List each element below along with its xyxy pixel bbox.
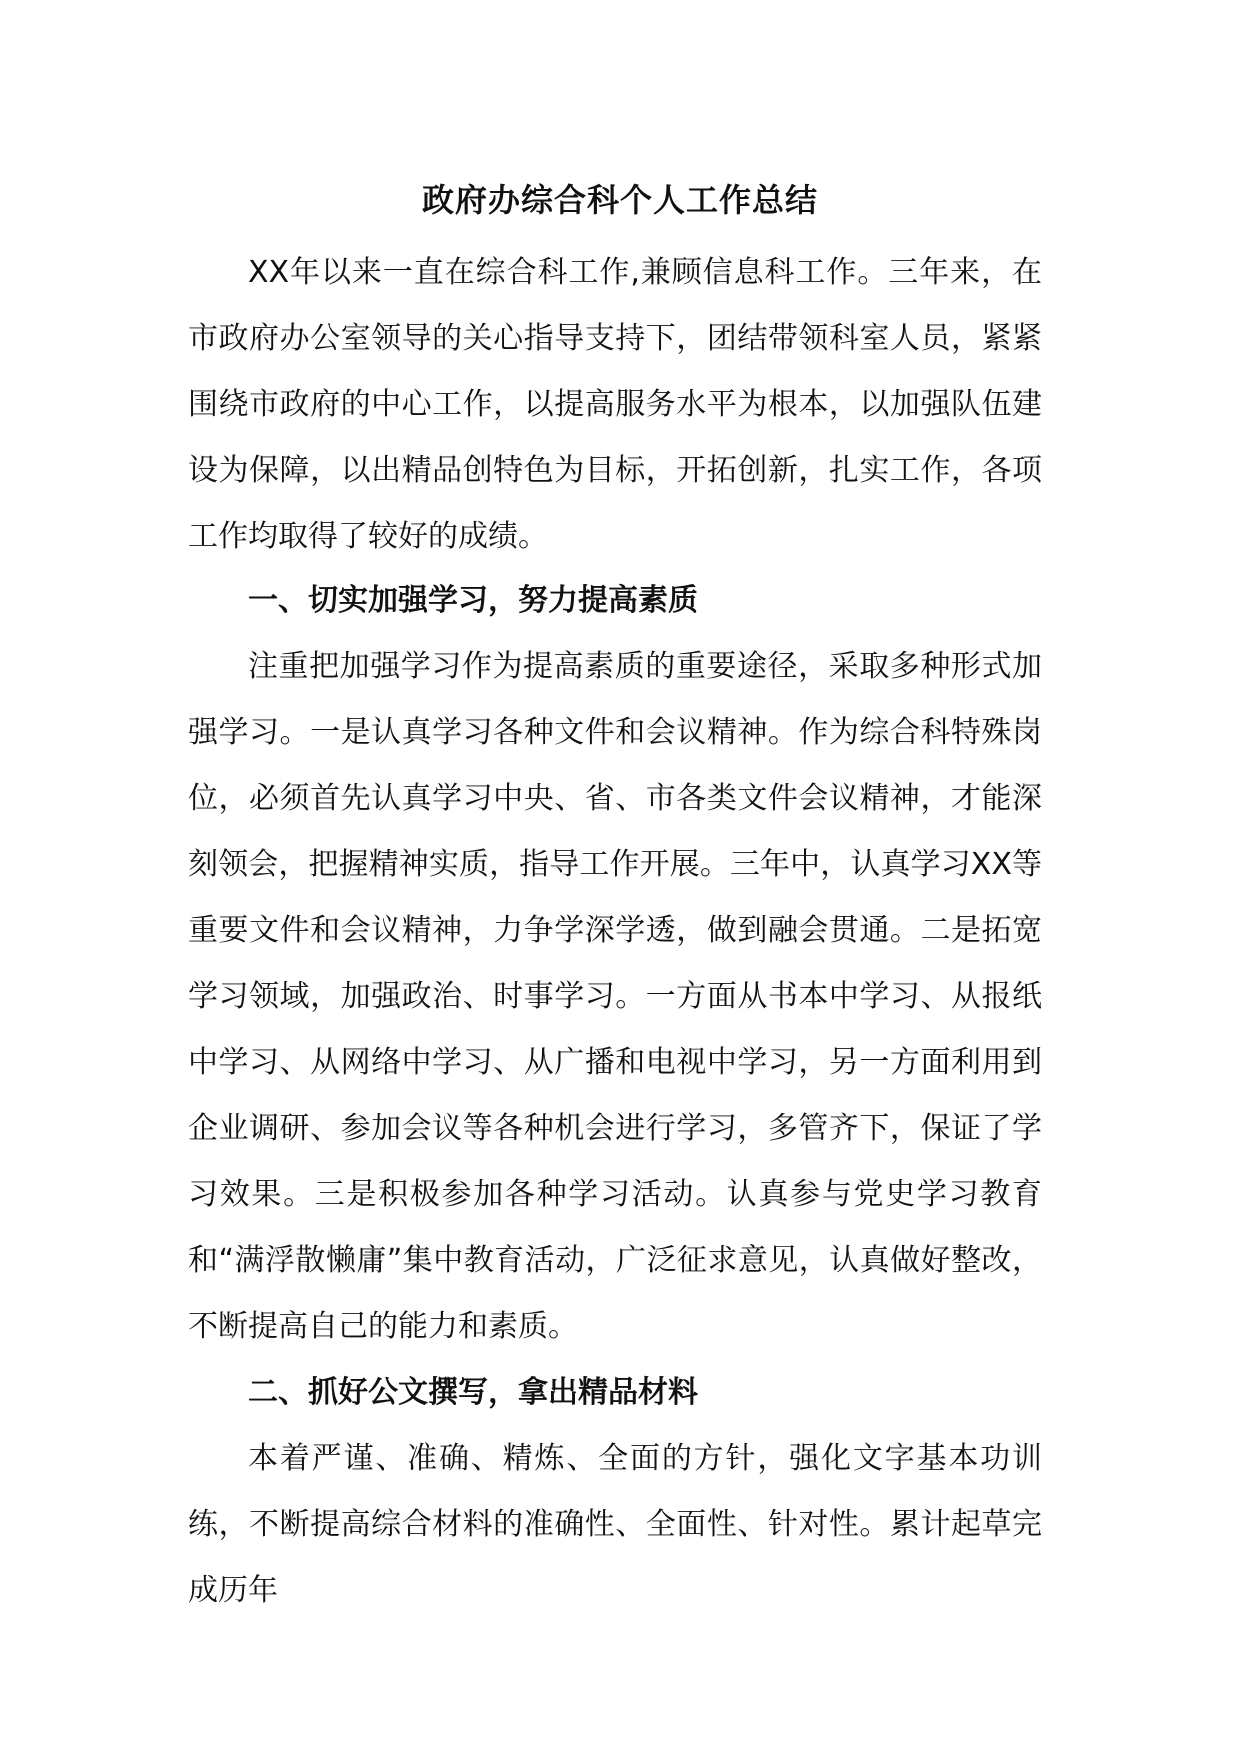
- paragraph-writing: 本着严谨、准确、精炼、全面的方针，强化文字基本功训练，不断提高综合材料的准确性、全面性、针对性。累计起草完成历年: [188, 1441, 1042, 1608]
- section-heading-writing: 二、抓好公文撰写，拿出精品材料: [248, 1375, 698, 1410]
- paragraph-study: 注重把加强学习作为提高素质的重要途径，采取多种形式加强学习。一是认真学习各种文件和会议精神。作为综合科特殊岗位，必须首先认真学习中央、省、市各类文件会议精神，才能深刻领会，把握精神实质，指导工作开展。三年中，认真学习XX等重要文件和会议精神，力争学深学透，做到融会贯通。二是拓宽学习领域，加强政治、时事学习。一方面从书本中学习、从报纸中学习、从网络中学习、从广播和电视中学习，另一方面利用到企业调研、参加会议等各种机会进行学习，多管齐下，保证了学习效果。三是积极参加各种学习活动。认真参与党史学习教育和“满浮散懒庸”集中教育活动，广泛征求意见，认真做好整改，不断提高自己的能力和素质。: [188, 649, 1042, 1344]
- paragraph-intro: XX年以来一直在综合科工作,兼顾信息科工作。三年来，在市政府办公室领导的关心指导支持下，团结带领科室人员，紧紧围绕市政府的中心工作，以提高服务水平为根本，以加强队伍建设为保障，以出精品创特色为目标，开拓创新，扎实工作，各项工作均取得了较好的成绩。: [188, 255, 1042, 554]
- section-heading-study: 一、切实加强学习，努力提高素质: [248, 583, 698, 618]
- document-title: 政府办综合科个人工作总结: [421, 181, 818, 219]
